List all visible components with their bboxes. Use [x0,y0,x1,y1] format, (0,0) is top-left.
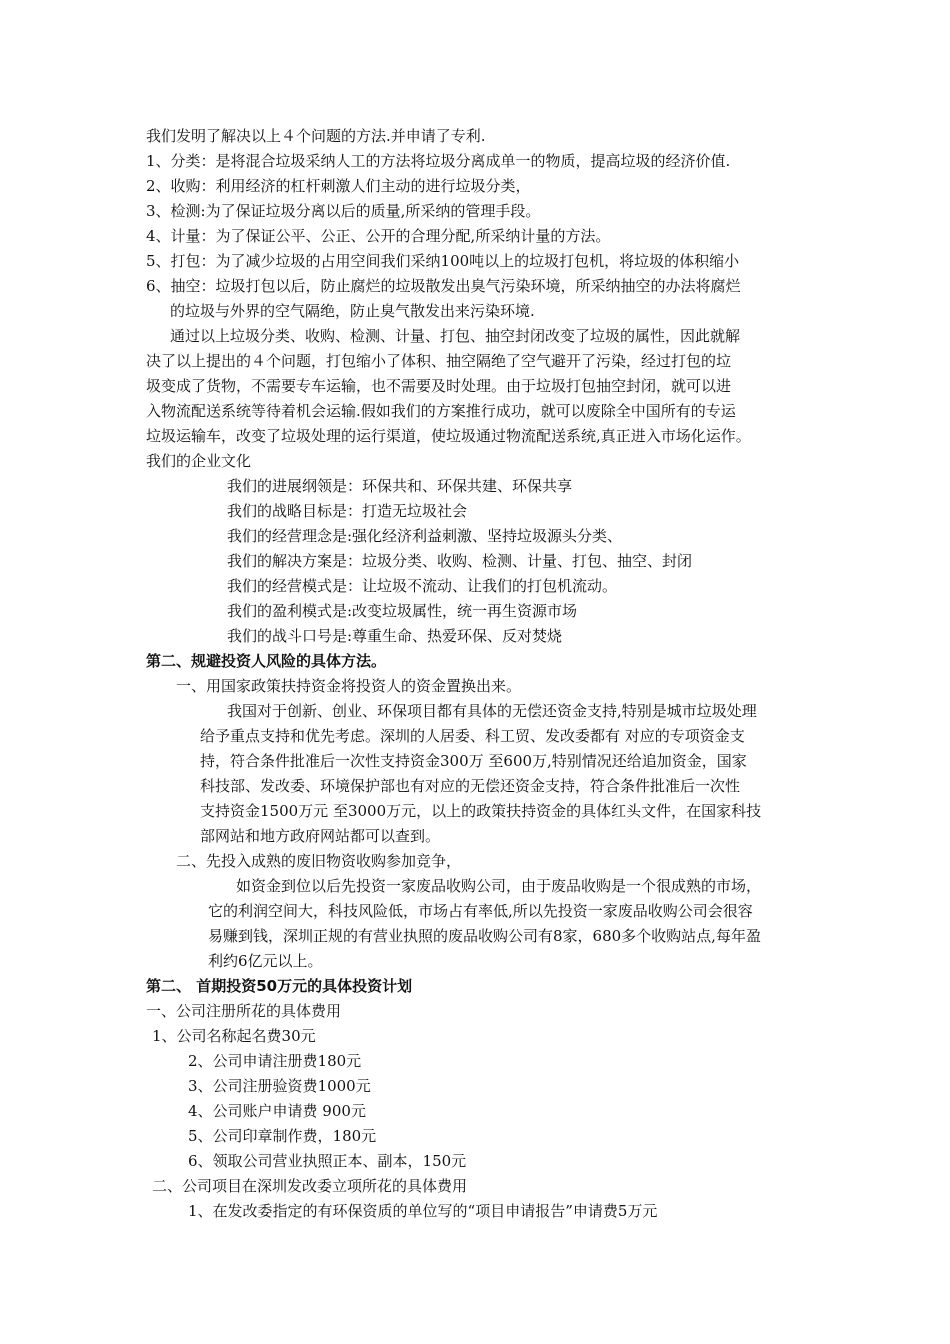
risk-paragraph-line: 利约6亿元以上。 [208,952,323,970]
culture-item: 我们的解决方案是：垃圾分类、收购、检测、计量、打包、抽空、封闭 [227,552,693,570]
risk-paragraph-line: 支持资金1500万元 至3000万元，以上的政策扶持资金的具体红头文件，在国家科技 [200,802,762,820]
summary-paragraph-line: 垃圾运输车，改变了垃圾处理的运行渠道，使垃圾通过物流配送系统,真正进入市场化运作。 [146,427,751,445]
plan-subheading-2: 二、公司项目在深圳发改委立项所花的具体费用 [152,1177,468,1195]
fee-item: 6、领取公司营业执照正本、副本，150元 [188,1152,467,1170]
method-item-6: 6、抽空：垃圾打包以后，防止腐烂的垃圾散发出臭气污染环境，所采纳抽空的办法将腐烂 [146,277,741,295]
fee-item: 5、公司印章制作费，180元 [188,1127,377,1145]
risk-paragraph-line: 易赚到钱，深圳正规的有营业执照的废品收购公司有8家，680多个收购站点,每年盈 [208,927,761,945]
risk-paragraph-line: 给予重点支持和优先考虑。深圳的人居委、科工贸、发改委都有 对应的专项资金支 [200,727,745,745]
method-item-5: 5、打包：为了减少垃圾的占用空间我们采纳100吨以上的垃圾打包机，将垃圾的体积缩小 [146,252,740,270]
method-item-6-cont: 的垃圾与外界的空气隔绝，防止臭气散发出来污染环境. [170,302,535,320]
method-item-4: 4、计量：为了保证公平、公正、公开的合理分配,所采纳计量的方法。 [146,227,611,245]
fee-item: 1、在发改委指定的有环保资质的单位写的“项目申请报告”申请费5万元 [188,1202,658,1220]
risk-paragraph-line: 科技部、发改委、环境保护部也有对应的无偿还资金支持，符合条件批准后一次性 [200,777,741,795]
method-item-3: 3、检测:为了保证垃圾分离以后的质量,所采纳的管理手段。 [146,202,541,220]
culture-heading: 我们的企业文化 [146,452,252,470]
summary-paragraph-line: 入物流配送系统等待着机会运输.假如我们的方案推行成功，就可以废除全中国所有的专运 [146,402,736,420]
method-item-1: 1、分类：是将混合垃圾采纳人工的方法将垃圾分离成单一的物质，提高垃圾的经济价值. [146,152,731,170]
culture-item: 我们的战斗口号是:尊重生命、热爱环保、反对焚烧 [227,627,563,645]
summary-paragraph-line: 圾变成了货物，不需要专车运输，也不需要及时处理。由于垃圾打包抽空封闭，就可以进 [146,377,732,395]
risk-paragraph-line: 持，符合条件批准后一次性支持资金300万 至600万,特别情况还给追加资金，国家 [200,752,747,770]
fee-item: 3、公司注册验资费1000元 [188,1077,371,1095]
culture-item: 我们的经营模式是：让垃圾不流动、让我们的打包机流动。 [227,577,618,595]
invention-line: 我们发明了解决以上４个问题的方法.并申请了专利. [146,127,486,145]
risk-paragraph-line: 部网站和地方政府网站都可以查到。 [200,827,441,845]
risk-paragraph-line: 它的利润空间大，科技风险低，市场占有率低,所以先投资一家废品收购公司会很容 [208,902,753,920]
fee-item: 4、公司账户申请费 900元 [188,1102,366,1120]
fee-item: 1、公司名称起名费30元 [152,1027,316,1045]
risk-subheading-2: 二、先投入成熟的废旧物资收购参加竞争， [176,852,462,870]
summary-paragraph-line: 决了以上提出的４个问题，打包缩小了体积、抽空隔绝了空气避开了污染，经过打包的垃 [146,352,732,370]
plan-section-heading: 第二、 首期投资50万元的具体投资计划 [146,977,413,995]
risk-paragraph-line: 我国对于创新、创业、环保项目都有具体的无偿还资金支持,特别是城市垃圾处理 [227,702,757,720]
risk-section-heading: 第二、规避投资人风险的具体方法。 [146,652,387,670]
method-item-2: 2、收购：利用经济的杠杆刺激人们主动的进行垃圾分类， [146,177,531,195]
culture-item: 我们的战略目标是：打造无垃圾社会 [227,502,468,520]
fee-item: 2、公司申请注册费180元 [188,1052,362,1070]
culture-item: 我们的进展纲领是：环保共和、环保共建、环保共享 [227,477,573,495]
culture-item: 我们的经营理念是:强化经济利益刺激、坚持垃圾源头分类、 [227,527,623,545]
risk-paragraph-line: 如资金到位以后先投资一家废品收购公司，由于废品收购是一个很成熟的市场， [236,877,762,895]
risk-subheading-1: 一、用国家政策扶持资金将投资人的资金置换出来。 [176,677,522,695]
summary-paragraph-line: 通过以上垃圾分类、收购、检测、计量、打包、抽空封闭改变了垃圾的属性，因此就解 [170,327,741,345]
culture-item: 我们的盈利模式是:改变垃圾属性，统一再生资源市场 [227,602,578,620]
plan-subheading-1: 一、公司注册所花的具体费用 [146,1002,342,1020]
